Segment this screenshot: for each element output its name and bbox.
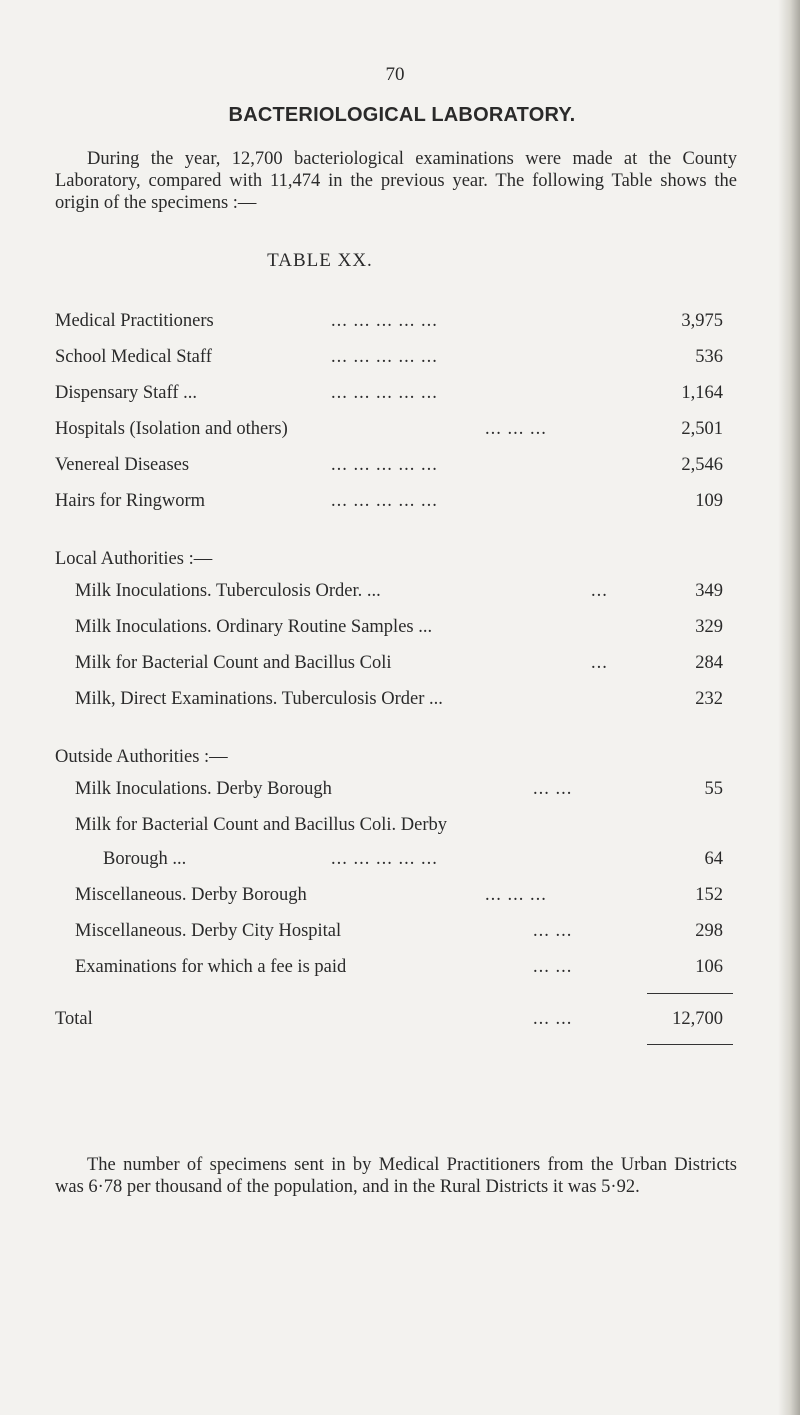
table-row <box>55 308 735 334</box>
page-edge-shadow <box>778 0 800 1415</box>
row-value: 106 <box>695 957 723 977</box>
table-row <box>55 776 735 802</box>
leader-dots: ... ... ... ... ... <box>331 455 438 475</box>
row-label: Venereal Diseases <box>55 455 190 475</box>
table-row <box>55 344 735 370</box>
row-label: Milk Inoculations. Tuberculosis Order. ... <box>75 581 381 601</box>
row-value: 536 <box>695 347 723 367</box>
table-row <box>55 380 735 406</box>
row-label: Hairs for Ringworm <box>55 491 206 511</box>
leader-dots: ... ... ... ... ... <box>331 849 438 869</box>
page-title: BACTERIOLOGICAL LABORATORY. <box>228 104 576 126</box>
leader-dots: ... ... ... ... ... <box>331 311 438 331</box>
row-label: Milk for Bacterial Count and Bacillus Coli. Derby <box>75 815 447 835</box>
local-authorities-heading: Local Authorities :— <box>55 549 213 569</box>
page-number: 70 <box>385 64 405 85</box>
intro-paragraph: During the year, 12,700 bacteriological examinations were made at the County Laboratory, compared with 11,474 in the previous year. The following Table shows the origin of the specimens :— <box>55 149 737 213</box>
table-row <box>55 452 735 478</box>
leader-dots: ... ... ... ... ... <box>331 347 438 367</box>
table-row <box>55 416 735 442</box>
leader-dots: ... ... ... ... ... <box>331 383 438 403</box>
row-label: Borough ... <box>103 849 187 869</box>
row-value: 55 <box>704 779 723 799</box>
table-row <box>55 650 735 676</box>
leader-dots: ... ... <box>533 921 573 941</box>
leader-dots: ... ... <box>533 957 573 977</box>
row-value: 349 <box>695 581 723 601</box>
table-heading: TABLE XX. <box>267 250 373 271</box>
row-label: Milk for Bacterial Count and Bacillus Coli <box>75 653 392 673</box>
row-value: 3,975 <box>681 311 723 331</box>
leader-dots: ... ... ... ... ... <box>331 491 438 511</box>
row-value: 1,164 <box>681 383 723 403</box>
row-value: 298 <box>695 921 723 941</box>
leader-dots: ... ... ... <box>485 419 547 439</box>
row-label: Milk, Direct Examinations. Tuberculosis Order ... <box>75 689 443 709</box>
leader-dots: ... <box>591 581 608 601</box>
leader-dots: ... ... <box>533 779 573 799</box>
total-rule-top <box>647 993 733 994</box>
row-label: School Medical Staff <box>55 347 212 367</box>
table-row <box>55 614 735 640</box>
row-value: 152 <box>695 885 723 905</box>
row-label: Hospitals (Isolation and others) <box>55 419 288 439</box>
row-label: Miscellaneous. Derby Borough <box>75 885 307 905</box>
table-row <box>55 578 735 604</box>
leader-dots: ... ... <box>533 1009 573 1029</box>
table-row <box>55 954 735 980</box>
row-label: Milk Inoculations. Derby Borough <box>75 779 332 799</box>
row-value: 2,501 <box>681 419 723 439</box>
total-label: Total <box>55 1009 93 1029</box>
leader-dots: ... <box>591 653 608 673</box>
row-label: Medical Practitioners <box>55 311 214 331</box>
row-label: Milk Inoculations. Ordinary Routine Samples ... <box>75 617 433 637</box>
row-value: 329 <box>695 617 723 637</box>
document-page <box>55 0 735 1415</box>
table-row <box>55 918 735 944</box>
row-label: Examinations for which a fee is paid <box>75 957 347 977</box>
outside-authorities-heading: Outside Authorities :— <box>55 747 228 767</box>
row-value: 64 <box>704 849 723 869</box>
table-row <box>55 846 735 872</box>
table-row <box>55 882 735 908</box>
total-row <box>55 1006 735 1032</box>
row-label: Dispensary Staff ... <box>55 383 197 403</box>
table-row <box>55 812 735 838</box>
table-row <box>55 686 735 712</box>
total-value: 12,700 <box>672 1009 723 1029</box>
table-row <box>55 488 735 514</box>
row-value: 109 <box>695 491 723 511</box>
row-value: 284 <box>695 653 723 673</box>
row-value: 2,546 <box>681 455 723 475</box>
row-value: 232 <box>695 689 723 709</box>
row-label: Miscellaneous. Derby City Hospital <box>75 921 342 941</box>
closing-paragraph: The number of specimens sent in by Medical Practitioners from the Urban Districts was 6·78 per thousand of the population, and in the Rural Districts it was 5·92. <box>55 1155 737 1197</box>
leader-dots: ... ... ... <box>485 885 547 905</box>
total-rule-bottom <box>647 1044 733 1045</box>
